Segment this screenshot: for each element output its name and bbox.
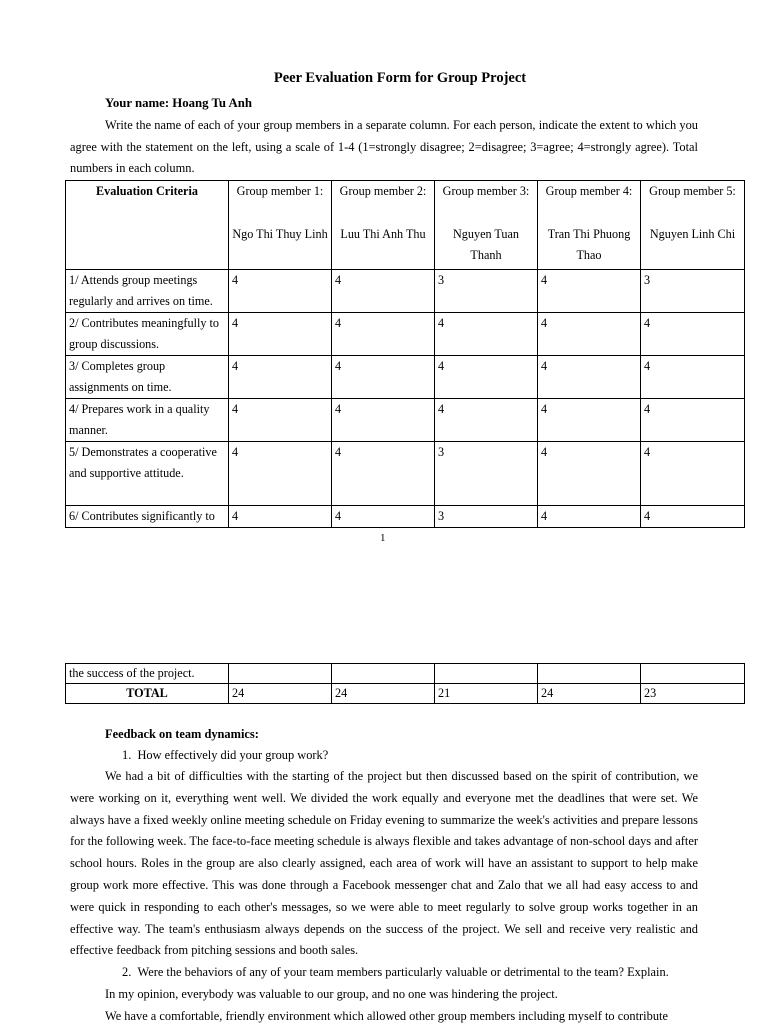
table-row: [66, 313, 745, 356]
member-name: Ngo Thi Thuy Linh: [232, 227, 328, 241]
table-row: [66, 356, 745, 399]
criterion-cell: 3/ Completes group assignments on time.: [66, 356, 229, 399]
member-name: Nguyen Tuan Thanh: [452, 227, 520, 262]
score-cell: 4: [332, 270, 435, 313]
score-cell: 4: [641, 399, 745, 442]
member-header-label: Group member 2:: [339, 184, 427, 198]
score-cell: 4: [229, 270, 332, 313]
score-cell: 4: [229, 399, 332, 442]
evaluation-table: [65, 180, 745, 528]
score-cell: 4: [435, 356, 538, 399]
answer-2: In my opinion, everybody was valuable to our group, and no one was hindering the project.: [105, 987, 558, 1001]
score-cell: 4: [332, 506, 435, 528]
criterion-cell: 2/ Contributes meaningfully to group discussions.: [66, 313, 229, 356]
score-cell: 4: [641, 506, 745, 528]
score-cell: 4: [332, 356, 435, 399]
score-cell: 3: [641, 270, 745, 313]
score-cell: [538, 664, 641, 684]
score-cell: 4: [332, 313, 435, 356]
answer-1: [70, 766, 698, 962]
table-row: [66, 506, 745, 528]
page-number: 1: [380, 532, 386, 544]
score-cell: 4: [229, 506, 332, 528]
table-row: [66, 664, 745, 684]
member-header-label: Group member 4:: [545, 184, 633, 198]
score-cell: 4: [538, 399, 641, 442]
instructions: [70, 115, 698, 180]
member-header: [641, 181, 745, 270]
feedback-heading: Feedback on team dynamics:: [105, 727, 259, 741]
answer-3: We have a comfortable, friendly environment which allowed other group members including myself to contribute: [105, 1009, 668, 1023]
total-cell: 21: [435, 684, 538, 704]
score-cell: 4: [538, 442, 641, 506]
total-cell: 23: [641, 684, 745, 704]
member-header-label: Group member 1:: [236, 184, 324, 198]
score-cell: 3: [435, 506, 538, 528]
member-name: Luu Thi Anh Thu: [340, 227, 426, 241]
member-name: Nguyen Linh Chi: [649, 227, 736, 241]
criterion-cell: 1/ Attends group meetings regularly and arrives on time.: [66, 270, 229, 313]
answer-1-text: We had a bit of difficulties with the starting of the project but then discussed based on the spirit of contribution, we were working on it, everything went well. We divided the work equally and everyone met the deadlines that were set. We always have a fixed weekly online meeting schedule on Friday evening to summarize the week's activities and prepare lessons for the following week. The face-to-face meeting schedule is always flexible and takes advantage of non-school days and after school hours. Roles in the group are also clearly assigned, each area of work will have an assistant to support to help make group work more effective. This was done through a Facebook messenger chat and Zalo that we all had easy access to and were quick in responding to each other's messages, so we were able to meet regularly to solve group works together in an effective way. The team's enthusiasm always depends on the success of the project. We sell and receive very realistic and effective feedback from pitching sessions and booth sales.: [70, 769, 698, 958]
score-cell: 4: [435, 399, 538, 442]
total-cell: 24: [332, 684, 435, 704]
score-cell: 4: [229, 442, 332, 506]
question-1: 1. How effectively did your group work?: [122, 748, 329, 762]
total-row: [66, 684, 745, 704]
score-cell: 4: [538, 356, 641, 399]
table-row: [66, 442, 745, 506]
score-cell: [641, 664, 745, 684]
score-cell: 4: [641, 442, 745, 506]
page-title: Peer Evaluation Form for Group Project: [273, 70, 527, 86]
score-cell: 4: [229, 356, 332, 399]
criterion-cell: 4/ Prepares work in a quality manner.: [66, 399, 229, 442]
score-cell: 4: [538, 270, 641, 313]
table-header-row: [66, 181, 745, 270]
score-cell: 3: [435, 270, 538, 313]
member-header: [538, 181, 641, 270]
total-label: TOTAL: [66, 684, 229, 704]
score-cell: 4: [538, 313, 641, 356]
score-cell: 4: [641, 356, 745, 399]
table-row: [66, 270, 745, 313]
question-2: 2. Were the behaviors of any of your team members particularly valuable or detrimental to the team? Explain.: [122, 965, 669, 979]
criteria-header: Evaluation Criteria: [66, 181, 229, 270]
criterion-cell: 5/ Demonstrates a cooperative and supportive attitude.: [66, 442, 229, 506]
total-cell: 24: [229, 684, 332, 704]
score-cell: [435, 664, 538, 684]
your-name-line: Your name: Hoang Tu Anh: [105, 96, 252, 110]
score-cell: 4: [332, 442, 435, 506]
instructions-text: Write the name of each of your group members in a separate column. For each person, indicate the extent to which you agree with the statement on the left, using a scale of 1-4 (1=strongly disagree; 2=disagree; 3=agree; 4=strongly agree). Total numbers in each column.: [70, 118, 698, 176]
score-cell: 4: [641, 313, 745, 356]
total-cell: 24: [538, 684, 641, 704]
member-name: Tran Thi Phuong Thao: [547, 227, 631, 262]
criterion-cell: the success of the project.: [66, 664, 229, 684]
member-header-label: Group member 5:: [649, 184, 736, 198]
evaluation-table-continued: [65, 663, 745, 704]
score-cell: 4: [435, 313, 538, 356]
score-cell: 4: [538, 506, 641, 528]
score-cell: [332, 664, 435, 684]
score-cell: 4: [332, 399, 435, 442]
member-header: [332, 181, 435, 270]
criterion-cell: 6/ Contributes significantly to: [66, 506, 229, 528]
score-cell: [229, 664, 332, 684]
member-header: [229, 181, 332, 270]
member-header: [435, 181, 538, 270]
score-cell: 4: [229, 313, 332, 356]
score-cell: 3: [435, 442, 538, 506]
table-row: [66, 399, 745, 442]
member-header-label: Group member 3:: [442, 184, 530, 198]
